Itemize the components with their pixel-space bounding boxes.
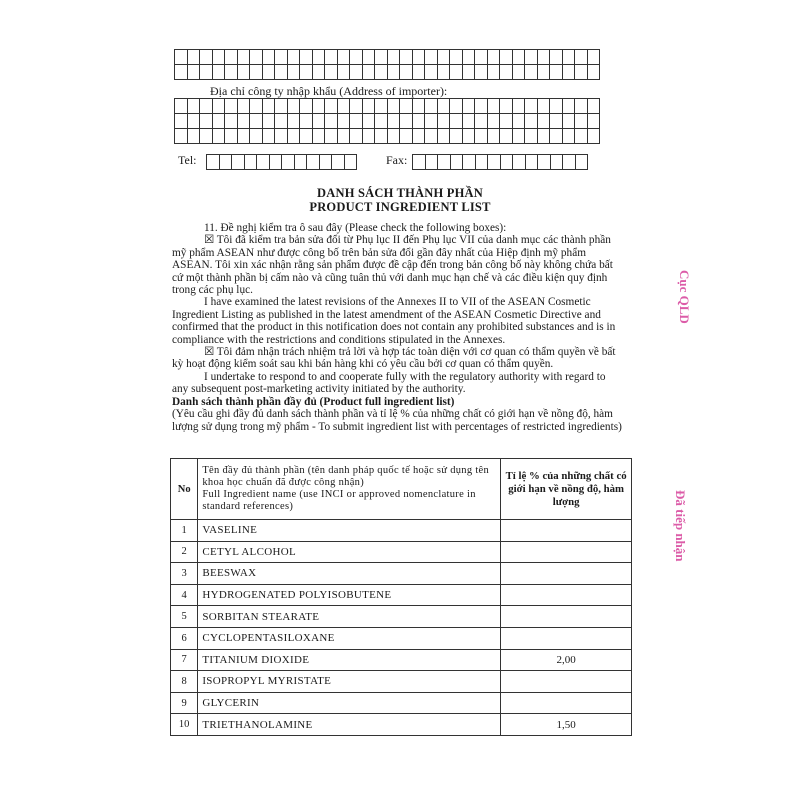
grid-cell: [562, 49, 576, 65]
table-header-row: [171, 459, 632, 520]
grid-cell: [231, 154, 245, 170]
grid-cell: [312, 64, 326, 80]
grid-cell: [574, 128, 588, 144]
section-11-line: ☒ Tôi đã kiểm tra bản sửa đổi từ Phụ lục II đến Phụ lục VII của danh mục các thành phần: [204, 234, 611, 247]
cell-pct: [501, 692, 632, 714]
grid-cell: [374, 113, 388, 129]
grid-cell: [549, 64, 563, 80]
grid-cell: [499, 98, 513, 114]
grid-cell: [324, 98, 338, 114]
grid-cell: [574, 113, 588, 129]
title-en: PRODUCT INGREDIENT LIST: [309, 200, 491, 214]
grid-cell: [299, 49, 313, 65]
grid-cell: [199, 128, 213, 144]
grid-cell: [562, 128, 576, 144]
grid-cell: [524, 113, 538, 129]
grid-cell: [331, 154, 345, 170]
grid-cell: [487, 113, 501, 129]
grid-cell: [274, 128, 288, 144]
grid-cell: [387, 49, 401, 65]
grid-cell: [324, 64, 338, 80]
grid-cell: [281, 154, 295, 170]
grid-cell: [462, 154, 476, 170]
cell-name: CETYL ALCOHOL: [198, 541, 501, 563]
grid-cell: [337, 64, 351, 80]
grid-cell: [374, 98, 388, 114]
grid-cell: [549, 98, 563, 114]
cell-name: HYDROGENATED POLYISOBUTENE: [198, 584, 501, 606]
grid-cell: [449, 128, 463, 144]
grid-cell: [187, 128, 201, 144]
grid-cell: [537, 64, 551, 80]
grid-cell: [537, 113, 551, 129]
cell-name: GLYCERIN: [198, 692, 501, 714]
grid-cell: [237, 128, 251, 144]
grid-cell: [512, 98, 526, 114]
grid-cell: [262, 128, 276, 144]
grid-cell: [337, 113, 351, 129]
grid-cell: [462, 113, 476, 129]
grid-cell: [224, 49, 238, 65]
grid-cell: [237, 113, 251, 129]
grid-cell: [399, 64, 413, 80]
cell-name: TITANIUM DIOXIDE: [198, 649, 501, 671]
grid-cell: [487, 154, 501, 170]
grid-cell: [474, 128, 488, 144]
cell-name: ISOPROPYL MYRISTATE: [198, 671, 501, 693]
stamp-upper: Cục QLD: [677, 270, 692, 324]
grid-cell: [549, 128, 563, 144]
table-row: [171, 606, 632, 628]
grid-cell: [424, 128, 438, 144]
grid-cell: [212, 49, 226, 65]
grid-cell: [449, 98, 463, 114]
grid-cell: [587, 113, 601, 129]
grid-cell: [274, 113, 288, 129]
grid-cell: [287, 64, 301, 80]
grid-cell: [249, 113, 263, 129]
section-11-line: kỳ hoạt động kiểm soát sau khi bán hàng khi có yêu cầu bởi cơ quan có thẩm quyền.: [172, 358, 554, 371]
grid-cell: [212, 64, 226, 80]
grid-cell: [574, 64, 588, 80]
cell-pct: 1,50: [501, 714, 632, 736]
grid-cell: [312, 49, 326, 65]
grid-cell: [575, 154, 589, 170]
grid-cell: [475, 154, 489, 170]
grid-cell: [399, 113, 413, 129]
grid-cell: [249, 49, 263, 65]
grid-cell: [412, 98, 426, 114]
header-no: No: [171, 459, 198, 520]
grid-cell: [399, 49, 413, 65]
grid-cell: [362, 98, 376, 114]
section-11-line: 11. Đề nghị kiểm tra ô sau đây (Please check the following boxes):: [204, 222, 507, 234]
grid-cell: [500, 154, 514, 170]
section-11-line: any subsequent post-marketing activity initiated by the authority.: [172, 383, 466, 396]
section-11-line: cứ một thành phần bị cấm nào và cũng tuân thủ với danh mục hạn chế và các điều kiện quy định: [172, 271, 608, 284]
grid-cell: [187, 113, 201, 129]
cell-pct: [501, 627, 632, 649]
grid-cell: [249, 64, 263, 80]
grid-cell: [574, 98, 588, 114]
grid-cell: [362, 64, 376, 80]
grid-cell: [387, 113, 401, 129]
grid-cell: [337, 49, 351, 65]
grid-cell: [269, 154, 283, 170]
grid-cell: [524, 64, 538, 80]
grid-cell: [312, 98, 326, 114]
cell-pct: 2,00: [501, 649, 632, 671]
grid-row-address-2: [174, 113, 600, 129]
grid-cell: [199, 113, 213, 129]
table-row: [171, 714, 632, 736]
grid-cell: [174, 113, 188, 129]
grid-cell: [187, 98, 201, 114]
table-row: [171, 692, 632, 714]
grid-cell: [437, 128, 451, 144]
grid-cell: [256, 154, 270, 170]
cell-pct: [501, 606, 632, 628]
grid-cell: [362, 128, 376, 144]
grid-cell: [387, 64, 401, 80]
grid-cell: [487, 98, 501, 114]
full-list-note: lượng sử dụng trong mỹ phẩm - To submit ingredient list with percentages of restricted ingredients): [172, 420, 622, 433]
grid-cell: [306, 154, 320, 170]
grid-cell: [437, 64, 451, 80]
grid-cell: [287, 113, 301, 129]
grid-cell: [374, 64, 388, 80]
grid-cell: [562, 113, 576, 129]
grid-cell: [349, 49, 363, 65]
cell-name: BEESWAX: [198, 563, 501, 585]
grid-cell: [574, 49, 588, 65]
grid-cell: [474, 64, 488, 80]
cell-name: CYCLOPENTASILOXANE: [198, 627, 501, 649]
table-row: [171, 649, 632, 671]
grid-cell: [224, 98, 238, 114]
grid-cell: [262, 98, 276, 114]
grid-cell: [174, 64, 188, 80]
grid-cell: [312, 113, 326, 129]
grid-cell: [324, 113, 338, 129]
grid-cell: [424, 49, 438, 65]
grid-cell: [499, 128, 513, 144]
cell-pct: [501, 671, 632, 693]
grid-cell: [525, 154, 539, 170]
cell-name: VASELINE: [198, 520, 501, 542]
grid-cell: [212, 128, 226, 144]
grid-cell: [412, 49, 426, 65]
section-11-line: confirmed that the product in this notification does not contain any prohibited substances and is in: [172, 321, 616, 334]
cell-pct: [501, 584, 632, 606]
grid-cell: [262, 64, 276, 80]
grid-cell: [587, 49, 601, 65]
grid-cell: [299, 64, 313, 80]
table-row: [171, 584, 632, 606]
section-11-text: [172, 222, 634, 433]
grid-cell: [294, 154, 308, 170]
grid-cell: [562, 154, 576, 170]
grid-cell: [206, 154, 220, 170]
cell-no: 7: [171, 649, 198, 671]
cell-no: 4: [171, 584, 198, 606]
grid-cell: [244, 154, 258, 170]
grid-cell: [537, 128, 551, 144]
fax-label: Fax:: [386, 153, 408, 167]
grid-cell: [437, 49, 451, 65]
section-11-line: trong các phụ lục.: [172, 284, 253, 297]
grid-cell: [249, 128, 263, 144]
cell-no: 3: [171, 563, 198, 585]
cell-no: 1: [171, 520, 198, 542]
grid-cell: [249, 98, 263, 114]
grid-cell: [299, 113, 313, 129]
grid-cell: [199, 49, 213, 65]
importer-address-label: Địa chỉ công ty nhập khẩu (Address of importer):: [210, 84, 448, 98]
grid-cell: [262, 49, 276, 65]
grid-cell: [274, 64, 288, 80]
table-row: [171, 563, 632, 585]
header-name-en: Full Ingredient name (use INCI or approved nomenclature in standard references): [202, 489, 476, 512]
grid-cell: [324, 128, 338, 144]
table-row: [171, 541, 632, 563]
grid-cell: [287, 98, 301, 114]
section-11-line: ASEAN. Tôi xin xác nhận rằng sản phẩm được đề cập đến trong bản công bố này không chứa bất: [172, 259, 613, 272]
ingredient-table: [170, 458, 632, 736]
grid-cell: [224, 128, 238, 144]
grid-cell: [524, 128, 538, 144]
grid-cell: [187, 64, 201, 80]
grid-cell: [562, 98, 576, 114]
grid-cell: [474, 49, 488, 65]
grid-cell: [449, 113, 463, 129]
grid-cell: [212, 98, 226, 114]
grid-cell: [199, 64, 213, 80]
grid-cell: [224, 64, 238, 80]
section-11-line: ☒ Tôi đảm nhận trách nhiệm trả lời và hợp tác toàn diện với cơ quan có thẩm quyền về bất: [204, 346, 616, 359]
grid-cell: [512, 128, 526, 144]
grid-cell: [424, 64, 438, 80]
header-name: [198, 459, 501, 520]
grid-row-address-3: [174, 128, 600, 144]
grid-cell: [474, 113, 488, 129]
grid-cell: [587, 64, 601, 80]
section-11-line: compliance with the restrictions and conditions stipulated in the Annexes.: [172, 333, 506, 346]
grid-cell: [374, 128, 388, 144]
grid-cell: [199, 98, 213, 114]
grid-cell: [549, 113, 563, 129]
grid-cell: [537, 98, 551, 114]
grid-cell: [287, 128, 301, 144]
grid-cell: [319, 154, 333, 170]
grid-cell: [399, 128, 413, 144]
grid-cell: [449, 64, 463, 80]
table-row: [171, 520, 632, 542]
grid-cell: [349, 98, 363, 114]
grid-cell: [487, 64, 501, 80]
grid-cell: [524, 98, 538, 114]
grid-cell: [362, 113, 376, 129]
cell-no: 6: [171, 627, 198, 649]
grid-cell: [550, 154, 564, 170]
table-row: [171, 627, 632, 649]
grid-cell: [274, 49, 288, 65]
grid-cell: [462, 128, 476, 144]
grid-cell: [487, 128, 501, 144]
stamp-lower: Đã tiếp nhận: [673, 490, 688, 562]
grid-cell: [512, 49, 526, 65]
grid-cell: [374, 49, 388, 65]
grid-cell: [450, 154, 464, 170]
grid-cell: [562, 64, 576, 80]
grid-cell: [299, 98, 313, 114]
grid-cell: [212, 113, 226, 129]
grid-cell: [362, 49, 376, 65]
grid-cell: [237, 49, 251, 65]
header-pct: Tỉ lệ % của những chất có giới hạn về nồng độ, hàm lượng: [501, 459, 632, 520]
grid-cell: [412, 154, 426, 170]
grid-cell: [462, 64, 476, 80]
grid-cell: [462, 49, 476, 65]
grid-row-fax: [412, 154, 588, 170]
grid-cell: [337, 98, 351, 114]
grid-cell: [499, 49, 513, 65]
cell-pct: [501, 563, 632, 585]
grid-cell: [174, 128, 188, 144]
section-11-line: mỹ phẩm ASEAN như được công bố trên bản sửa đổi gần đây nhất của Hiệp định mỹ phẩm: [172, 246, 587, 259]
grid-cell: [587, 128, 601, 144]
grid-cell: [512, 64, 526, 80]
grid-cell: [299, 128, 313, 144]
grid-cell: [449, 49, 463, 65]
grid-cell: [174, 98, 188, 114]
grid-cell: [412, 128, 426, 144]
grid-cell: [287, 49, 301, 65]
grid-cell: [587, 98, 601, 114]
grid-cell: [312, 128, 326, 144]
grid-cell: [219, 154, 233, 170]
grid-cell: [512, 113, 526, 129]
grid-cell: [499, 64, 513, 80]
grid-cell: [387, 128, 401, 144]
grid-cell: [224, 113, 238, 129]
tel-label: Tel:: [178, 153, 197, 167]
grid-cell: [324, 49, 338, 65]
grid-cell: [437, 154, 451, 170]
grid-row-top-1: [174, 49, 600, 65]
cell-no: 9: [171, 692, 198, 714]
grid-cell: [549, 49, 563, 65]
grid-cell: [537, 49, 551, 65]
grid-cell: [237, 98, 251, 114]
grid-cell: [349, 128, 363, 144]
grid-cell: [499, 113, 513, 129]
cell-name: TRIETHANOLAMINE: [198, 714, 501, 736]
grid-cell: [437, 98, 451, 114]
grid-cell: [524, 49, 538, 65]
cell-pct: [501, 520, 632, 542]
grid-row-tel: [206, 154, 357, 170]
grid-cell: [424, 113, 438, 129]
section-11-line: I undertake to respond to and cooperate fully with the regulatory authority with regard to: [204, 370, 606, 383]
grid-cell: [412, 64, 426, 80]
grid-cell: [344, 154, 358, 170]
grid-cell: [437, 113, 451, 129]
grid-cell: [387, 98, 401, 114]
cell-no: 5: [171, 606, 198, 628]
grid-cell: [512, 154, 526, 170]
section-11-line: I have examined the latest revisions of the Annexes II to VII of the ASEAN Cosmetic: [204, 296, 591, 309]
grid-cell: [537, 154, 551, 170]
grid-cell: [462, 98, 476, 114]
cell-no: 10: [171, 714, 198, 736]
section-11-line: Ingredient Listing as published in the latest amendment of the ASEAN Cosmetic Directive and: [172, 308, 601, 321]
grid-cell: [187, 49, 201, 65]
cell-name: SORBITAN STEARATE: [198, 606, 501, 628]
header-name-vn: Tên đầy đủ thành phần (tên danh pháp quốc tế hoặc sử dụng tên khoa học chuẩn đã được công nhận): [202, 465, 490, 488]
table-row: [171, 671, 632, 693]
cell-pct: [501, 541, 632, 563]
full-list-heading: Danh sách thành phần đầy đủ (Product full ingredient list): [172, 395, 455, 408]
grid-cell: [174, 49, 188, 65]
cell-no: 8: [171, 671, 198, 693]
grid-cell: [349, 64, 363, 80]
grid-cell: [274, 98, 288, 114]
grid-cell: [237, 64, 251, 80]
grid-cell: [399, 98, 413, 114]
grid-cell: [337, 128, 351, 144]
grid-cell: [424, 98, 438, 114]
grid-cell: [349, 113, 363, 129]
grid-row-address-1: [174, 98, 600, 114]
grid-cell: [474, 98, 488, 114]
title-vn: DANH SÁCH THÀNH PHẦN: [317, 186, 483, 200]
grid-cell: [425, 154, 439, 170]
grid-cell: [262, 113, 276, 129]
grid-cell: [487, 49, 501, 65]
grid-row-top-2: [174, 64, 600, 80]
full-list-note: (Yêu cầu ghi đầy đủ danh sách thành phần và tỉ lệ % của những chất có giới hạn về nồng độ, hàm: [172, 408, 613, 421]
cell-no: 2: [171, 541, 198, 563]
grid-cell: [412, 113, 426, 129]
